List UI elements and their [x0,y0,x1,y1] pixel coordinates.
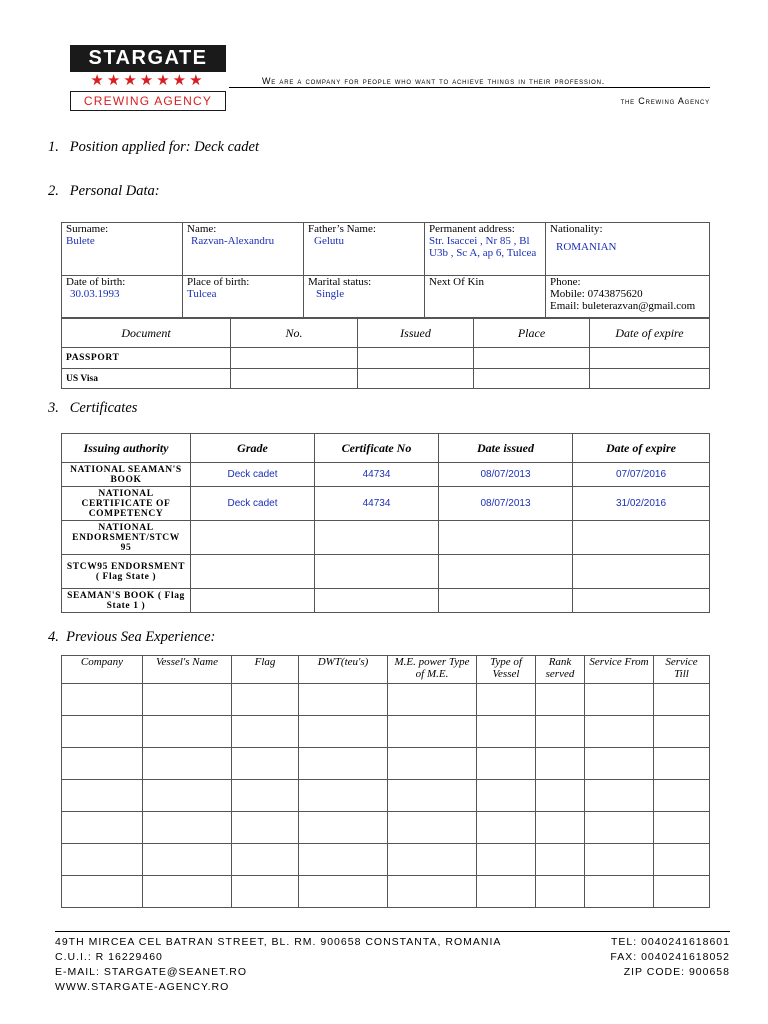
section-certificates-title: 3. Certificates [48,400,138,416]
doc-header-no: No. [231,318,358,348]
doc-name: PASSPORT [62,348,231,369]
doc-header-document: Document [62,318,231,348]
footer-fax: FAX: 0040241618052 [610,951,730,963]
exp-cell [62,780,143,812]
pob-value: Tulcea [187,288,217,300]
kin-label: Next Of Kin [429,276,484,288]
exp-cell [388,876,477,908]
exp-cell [143,876,232,908]
cert-number: 44734 [315,463,439,487]
cert-number: 44734 [315,487,439,521]
exp-cell [477,812,536,844]
doc-name: US Visa [62,369,231,389]
exp-cell [299,780,388,812]
exp-cell [477,844,536,876]
exp-cell [62,716,143,748]
exp-header-flag: Flag [232,656,299,684]
table-row [62,780,710,812]
exp-cell [654,876,710,908]
header-divider [229,87,710,88]
footer-address: 49TH MIRCEA CEL BATRAN STREET, BL. RM. 900658 CONSTANTA, ROMANIA [55,936,502,948]
doc-cell [474,348,590,369]
cert-grade: Deck cadet [191,487,315,521]
cert-cell [573,555,710,589]
exp-cell [388,812,477,844]
cert-cell [191,589,315,613]
cert-date-issued: 08/07/2013 [439,463,573,487]
exp-cell [388,780,477,812]
exp-cell [536,684,585,716]
exp-cell [477,876,536,908]
exp-cell [299,684,388,716]
exp-cell [232,812,299,844]
dob-cell [62,276,183,319]
cert-header-number: Certificate No [315,434,439,463]
father-label: Father’s Name: [308,223,376,235]
phone-cell [546,276,710,319]
cert-date-expire: 31/02/2016 [573,487,710,521]
mobile-value: Mobile: 0743875620 [550,288,643,300]
exp-header-vessel-type: Type of Vessel [477,656,536,684]
doc-header-issued: Issued [358,318,474,348]
table-row [62,487,710,521]
exp-cell [585,780,654,812]
phone-label: Phone: [550,276,581,288]
exp-cell [62,876,143,908]
doc-cell [358,369,474,389]
exp-cell [654,748,710,780]
doc-header-expire: Date of expire [590,318,710,348]
pob-label: Place of birth: [187,276,250,288]
footer-email[interactable]: E-MAIL: STARGATE@SEANET.RO [55,966,248,978]
cert-authority: STCW95 ENDORSMENT ( Flag State ) [62,555,191,589]
cert-cell [191,555,315,589]
dob-label: Date of birth: [66,276,126,288]
cert-cell [315,521,439,555]
sea-experience-table [61,655,710,908]
exp-cell [62,684,143,716]
logo-subtitle: CREWING AGENCY [70,91,226,111]
cert-cell [191,521,315,555]
surname-label: Surname: [66,223,109,235]
section-experience-title: 4. Previous Sea Experience: [48,629,216,645]
dob-value: 30.03.1993 [70,288,120,300]
cert-date-expire: 07/07/2016 [573,463,710,487]
exp-cell [536,748,585,780]
exp-cell [62,844,143,876]
footer-zip: ZIP CODE: 900658 [623,966,730,978]
table-row [62,876,710,908]
exp-header-vessel-name: Vessel's Name [143,656,232,684]
exp-cell [62,812,143,844]
exp-header-rank: Rank served [536,656,585,684]
address-label: Permanent address: [429,223,515,235]
cert-cell [439,521,573,555]
cert-cell [315,555,439,589]
cert-cell [439,555,573,589]
exp-header-from: Service From [585,656,654,684]
doc-cell [474,369,590,389]
nationality-label: Nationality: [550,223,603,235]
section-position-title: 1. Position applied for: Deck cadet [48,139,260,155]
exp-cell [536,812,585,844]
exp-cell [143,844,232,876]
cert-cell [573,521,710,555]
table-row [62,369,710,389]
exp-cell [299,876,388,908]
exp-cell [232,780,299,812]
exp-cell [143,748,232,780]
footer-divider [55,931,730,932]
exp-cell [585,876,654,908]
exp-cell [232,876,299,908]
nationality-value: ROMANIAN [556,241,617,253]
exp-cell [143,812,232,844]
cert-date-issued: 08/07/2013 [439,487,573,521]
nationality-cell [546,223,710,276]
exp-cell [585,812,654,844]
footer-right [610,935,730,980]
cert-header-authority: Issuing authority [62,434,191,463]
table-row [62,684,710,716]
table-row [62,463,710,487]
pob-cell [183,276,304,319]
marital-cell [304,276,425,319]
exp-cell [654,844,710,876]
certificates-table [61,433,710,613]
exp-cell [62,748,143,780]
table-row [62,844,710,876]
name-cell [183,223,304,276]
table-row [62,748,710,780]
exp-cell [654,716,710,748]
header-subtitle: the Crewing Agency [620,96,710,106]
address-cell [425,223,546,276]
exp-cell [654,684,710,716]
father-value: Gelutu [314,235,344,247]
exp-cell [585,716,654,748]
cert-cell [315,589,439,613]
exp-cell [232,844,299,876]
footer-website[interactable]: WWW.STARGATE-AGENCY.RO [55,981,230,993]
table-row [62,589,710,613]
company-logo [70,45,226,111]
table-row [62,348,710,369]
exp-header-me-power: M.E. power Type of M.E. [388,656,477,684]
exp-cell [477,748,536,780]
marital-value: Single [316,288,345,300]
exp-cell [536,844,585,876]
doc-header-place: Place [474,318,590,348]
exp-cell [388,716,477,748]
exp-cell [536,716,585,748]
cert-cell [573,589,710,613]
exp-cell [143,780,232,812]
kin-cell [425,276,546,319]
marital-label: Marital status: [308,276,372,288]
cert-header-grade: Grade [191,434,315,463]
cert-header-issued: Date issued [439,434,573,463]
exp-cell [232,716,299,748]
exp-cell [388,844,477,876]
father-cell [304,223,425,276]
table-row [62,521,710,555]
doc-cell [231,369,358,389]
exp-cell [388,684,477,716]
surname-cell [62,223,183,276]
exp-cell [477,716,536,748]
table-row [62,555,710,589]
exp-cell [143,716,232,748]
exp-cell [477,780,536,812]
company-tagline: We are a company for people who want to achieve things in their profession. [262,76,606,86]
exp-cell [299,716,388,748]
personal-data-table [61,222,710,319]
exp-cell [536,780,585,812]
exp-cell [585,748,654,780]
cert-cell [439,589,573,613]
exp-cell [299,812,388,844]
exp-cell [585,844,654,876]
logo-stars: ★★★★★★★ [90,73,206,89]
name-label: Name: [187,223,217,235]
doc-cell [590,369,710,389]
cert-header-expire: Date of expire [573,434,710,463]
section-personal-title: 2. Personal Data: [48,183,160,199]
exp-header-till: Service Till [654,656,710,684]
exp-cell [477,684,536,716]
exp-cell [299,748,388,780]
email-value: Email: buleterazvan@gmail.com [550,300,696,312]
exp-cell [232,748,299,780]
exp-cell [654,780,710,812]
logo-wordmark: STARGATE [70,45,226,72]
exp-header-company: Company [62,656,143,684]
name-value: Razvan-Alexandru [191,235,275,247]
exp-header-dwt: DWT(teu's) [299,656,388,684]
footer-cui: C.U.I.: R 16229460 [55,951,163,963]
exp-cell [536,876,585,908]
exp-cell [585,684,654,716]
footer-left [55,935,501,995]
surname-value: Bulete [66,235,95,247]
cert-authority: NATIONAL ENDORSMENT/STCW 95 [62,521,191,555]
footer-tel: TEL: 0040241618601 [610,936,730,948]
cert-authority: NATIONAL SEAMAN'S BOOK [62,463,191,487]
exp-cell [299,844,388,876]
doc-cell [590,348,710,369]
exp-cell [654,812,710,844]
doc-cell [231,348,358,369]
address-value: Str. Isaccei , Nr 85 , Bl U3b , Sc A, ap 6, Tulcea [429,235,537,259]
documents-table [61,317,710,389]
doc-cell [358,348,474,369]
exp-cell [143,684,232,716]
table-row [62,812,710,844]
cert-grade: Deck cadet [191,463,315,487]
exp-cell [232,684,299,716]
table-row [62,716,710,748]
cert-authority: SEAMAN'S BOOK ( Flag State 1 ) [62,589,191,613]
cert-authority: NATIONAL CERTIFICATE OF COMPETENCY [62,487,191,521]
exp-cell [388,748,477,780]
